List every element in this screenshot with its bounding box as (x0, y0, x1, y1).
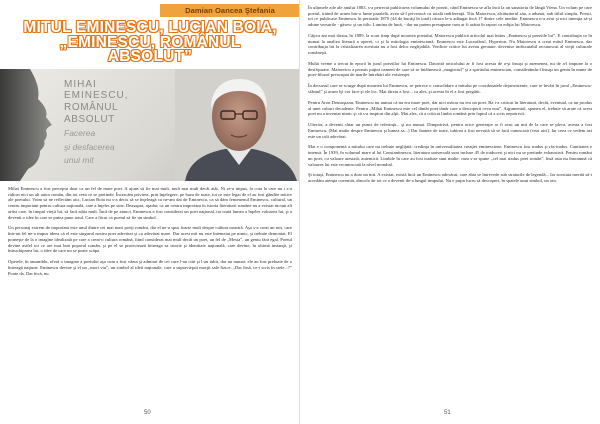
right-paragraph-1: În ultimele zile ale anului 1883, s-a petrecut publicarea volumului de poezii, când Eminescu se afla încă la un sanatoriu de lângă Viena. Un volum pe care poetul, trăind de acum într-o lume paralelă, avea să-l privească cu totală indiferenţă. Titu Maiorescu, alcătuitorul său, a adunat, sub titlul simplu, Poesii, tot ce publicase Eminescu în perioada 1870 (44 de bucăţi în total) cărora le-a adăugat încă 17 dintre cele inedite. Eminescu n-a avut şi nici intenţia să-şi adune versurile - găsesc şi un titlu. Lumina de lună, - dar nu putem presupune cum ar fi arătat în raport cu ediţia lui Maiorescu. (308, 5, 592, 28)
right-paragraph-5: Pentru Aron Densuşianu, Eminescu nu numai că nu era mare poet, dar nici măcar nu era un poet. Ba i-a criticat în literatură, decât, eventual, ca un produs al unei culturi decadente. Pentru „Mihai Eminescu este cel dintâi poet tânăr care a descoperit ceva nou”. Argumentul, spunea el, trebuie să arate că acest poet nu a inventat nimic şi că s-a inspirat din alţii. Mai ales, că a criticat limba română prin faptul că a scris nepotrivit. (308, 99, 592, 117)
article-title (8, 21, 292, 65)
cover-author-first: MIHAI (64, 79, 97, 90)
cover-author-last: EMINESCU, (64, 90, 129, 101)
right-body-text (308, 5, 592, 189)
right-paragraph-7: Mai e o componentă a mitului care nu trebuie neglijată: credinţa în universalitatea creaţiei eminesciene. Eminescu fost tradus şi răs-tradus. Cantitatea e imensă. În 1939, în volumul mare al lui Constantinescu, literatura universală sunt incluse 45 de traduceri şi nici nu se pretinde exhaustivă. Pentru români un poet, cu valoare atestată, autentică. Limbile în care au fost traduse sunt multe: cum s-ar spune „cel mai tradus poet român”, însă asta nu înseamnă că valoarea lui este recunoscută la nivel mondial. (308, 144, 592, 167)
cover-text-block (64, 79, 184, 166)
author-name: Damian Oancea Ştefania (185, 6, 275, 15)
lucian-boia-portrait (175, 69, 300, 181)
cover-book-line-1: ROMÂNUL (64, 102, 119, 113)
right-paragraph-3: Multă vreme a trecut în epocă în jurul poeziilor lui Eminescu. Datorită articolului ar fi fost acesta de a-şi însuşi şi asemenea, nu de a-l impune la o desfăşurare. Maiorescu a promis puţini oameni de care să se întâlnească „magistrul” şi a spiritului eminescian, considerându-l însuşi un geniu în nume de poet-filozof preocupat de marile întrebări ale existenţei. (308, 61, 592, 78)
right-paragraph-4: În decursul care se scurge după moartea lui Eminescu, se petrece o consolidare a mitului pe coordonatele dejaexistente, care se învârt în jurul „Eminescu-sfântul” şi acum îşi vor face şi ele loc. Mai târziu a fost... ca ales, şi acesta în el a fost pregătit. (308, 83, 592, 94)
cover-book-line-2: ABSOLUT (64, 114, 115, 125)
cover-subtitle-line-3: unui mit (64, 155, 94, 165)
cover-subtitle-line-2: şi desfacerea (64, 141, 115, 152)
book-cover-image (0, 69, 300, 181)
title-line-2: „EMINESCU, ROMÂNUL (59, 33, 241, 51)
left-paragraph-1: Mihai Eminescu a fost perceput doar ca un fel de mare poet. A ajuns să fie mai mult, mult mai mult decât atât. Ni se-a impus, la cota la care nu i s-a ridicat nici un alt autor român, din tot ceea ce se pretinde. Încercăm privirea, prin înţelegere, pe baza de toate, tot ce este legat de el au fost gândite mitice ale poetului. Voim să ne reflectăm aici, Lucian Boia nu s-a decis să se înţeleagă ca ne-am dat de Eminescu, ca să dăm fenomenul Eminescu, cultural, un centru important pentru cultura naţională, care a înţeles pe sine. Deasupra, aşadar, ca un centru important în istoria literaturii române nu a existat niciun alt artist care, în timpul vieţii lui, să facă atâta mult. Încă de pe atunci, Eminescu a fost considerat un poet naţional, iar toată lumea a înţeles valoarea lui, şi a devenit o idee în care se putea pune totul. Care a făcut ca poetul să fie un simbol. (8, 186, 292, 220)
left-body-text (8, 186, 292, 281)
cover-subtitle-line-1: Facerea (64, 128, 96, 138)
right-paragraph-2: Câţiva ani mai târziu, în 1889, la scurt timp după moartea poetului, Maiorescu publică articolul mai întins „Eminescu şi poeziile lui”. E contribuţia ce în numai la analiza literară a operei, ci şi la mitologia eminesciană. Eminescu este Luceafărul, Hyperion. Nu Maiorescu a creat mitul Eminescu, dar contribuţia lui la cristalizarea acestuia nu a fost deloc neglijabilă. Verdicte critice lui aveau greutate: devenise indiscutabil recunoscut al vieţii culturale româneşti. (308, 33, 592, 56)
eminescu-profile-silhouette (0, 69, 58, 181)
page-number-right: 51 (444, 410, 451, 416)
right-paragraph-8: Şi totuşi, Eminescu nu a doar un mit. A existat, există încă un Eminescu adevărat, care abia se întrevede sub straturile de legendă... Iar acestuia merită să-i acordăm atenţia cuvenită, dincolo de tot ce a devenit de-a lungul timpului. Nu e puţin lucru să descoperi, în spatele unui simbol, un om. (308, 172, 592, 184)
title-line-3: ABSOLUT” (107, 48, 193, 65)
left-paragraph-3: Operele, în ansamblu, oferă o imagine a poetului aşa cum a fost văzut şi admirat de cei care l-au citit şi l-au iubit, dar nu numai: ele au fost preluate de o întreagă naţiune. Eminescu devine şi el un „mort viu”, un simbol al ideii naţionale, care a supravieţuit morţii sale fizice. „Dar însă, ce-i scris în stele...?” Poate da. Dar încă, nu. (8, 259, 292, 276)
right-paragraph-6: Ulterior, a devenit chiar un punct de referinţă... şi nu numai. Dimpotrivă, pentru orice generaţie ar fi avut un mit de la care se pleca, acesta a fost Eminescu. (Mai multe despre Eminescu şi lumea sa...) Dar înainte de toate, iubirea a fost nevoită să se facă cunoscută (vezi aici). Iar ceea ce vedem azi este un cult adevărat. (308, 122, 592, 139)
author-bar (160, 4, 300, 17)
title-line-1: MITUL EMINESCU, LUCIAN BOIA, (23, 19, 277, 36)
right-page (300, 0, 600, 424)
page-number-left: 50 (144, 410, 151, 416)
left-paragraph-2: Un personaj extrem de important este unul dintre cei mai mari poeţi români, dar el ne-a spus foarte mult despre cultura noastră. Aşa s-a creat un mit, care într-un fel ne-a impus ideea că el este singurul nostru poet adevărat şi cu adevărat mare. Dar acest mit nu este întemeiat pe nimic, şi trebuie demontat. El porneşte de la o imagine idealizată pe care a creat-o cultura română, fiind considerat mai mult decât un poet, un fel de „Mesia”, un geniu fără egal. Poetul devine astfel tot ce are mai bun poporul român, şi pe el se proiectează întreaga sa istorie şi identitate naţională, care devine, în ultimă instanţă, şi întruchiparea lui, o idee de care nu se poate scăpa. (8, 225, 292, 254)
